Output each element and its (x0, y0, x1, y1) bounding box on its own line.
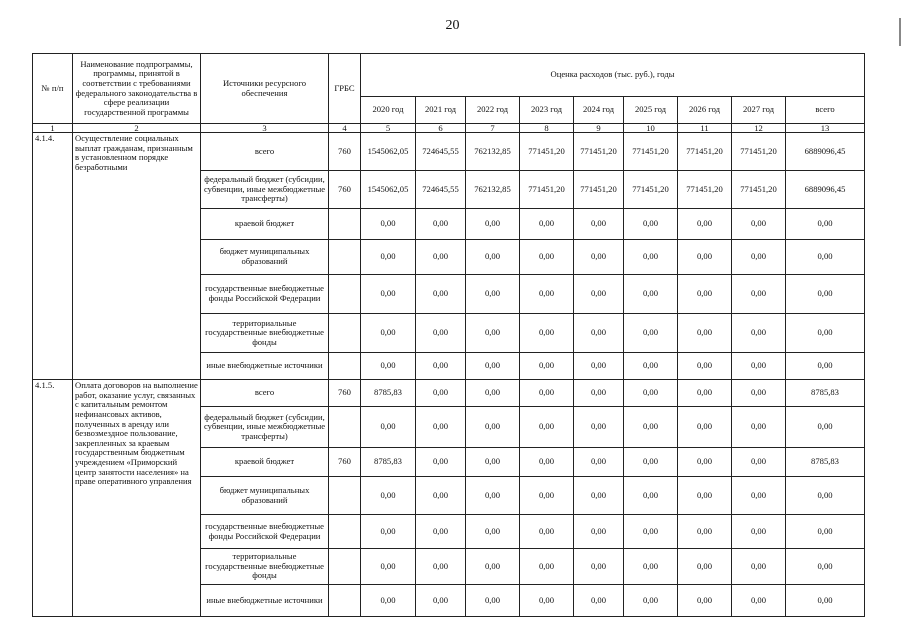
source-cell: бюджет муниципальных образований (201, 477, 329, 515)
value-cell: 0,00 (520, 314, 574, 353)
value-cell: 0,00 (520, 209, 574, 240)
section-name: Осуществление социальных выплат гражданам, признанным в установленном порядке безработными (73, 133, 201, 380)
value-cell: 0,00 (466, 549, 520, 585)
value-cell: 0,00 (624, 515, 678, 549)
header-num: № п/п (33, 54, 73, 124)
value-cell: 0,00 (678, 240, 732, 275)
value-cell: 0,00 (574, 448, 624, 477)
value-cell: 0,00 (574, 240, 624, 275)
value-cell: 0,00 (466, 477, 520, 515)
year-header: 2027 год (732, 97, 786, 124)
source-cell: территориальные государственные внебюджетные фонды (201, 314, 329, 353)
value-cell: 0,00 (732, 515, 786, 549)
year-header: 2021 год (416, 97, 466, 124)
value-cell: 0,00 (786, 549, 865, 585)
source-cell: бюджет муниципальных образований (201, 240, 329, 275)
value-cell: 8785,83 (786, 380, 865, 407)
value-cell: 0,00 (520, 240, 574, 275)
value-cell: 0,00 (678, 209, 732, 240)
value-cell: 0,00 (361, 353, 416, 380)
value-cell: 0,00 (624, 477, 678, 515)
value-cell: 0,00 (678, 585, 732, 617)
column-number: 3 (201, 124, 329, 133)
value-cell: 0,00 (732, 380, 786, 407)
value-cell: 0,00 (624, 448, 678, 477)
value-cell: 0,00 (416, 585, 466, 617)
value-cell: 0,00 (520, 585, 574, 617)
value-cell: 724645,55 (416, 133, 466, 171)
section-name: Оплата договоров на выполнение работ, оказание услуг, связанных с капитальным ремонтом нефинансовых активов, полученных в аренду или безвозмездное пользование, закрепленных за краевым государственным бюджетным учреждением «Приморский центр занятости населения» на праве оперативного управления (73, 380, 201, 617)
value-cell: 0,00 (520, 549, 574, 585)
value-cell: 0,00 (416, 353, 466, 380)
value-cell: 0,00 (732, 549, 786, 585)
value-cell: 771451,20 (574, 171, 624, 209)
value-cell: 0,00 (678, 549, 732, 585)
source-cell: краевой бюджет (201, 209, 329, 240)
value-cell: 0,00 (466, 240, 520, 275)
value-cell: 0,00 (786, 515, 865, 549)
value-cell: 771451,20 (520, 171, 574, 209)
header-estimate: Оценка расходов (тыс. руб.), годы (361, 54, 865, 97)
source-cell: государственные внебюджетные фонды Российской Федерации (201, 275, 329, 314)
value-cell: 8785,83 (361, 448, 416, 477)
grbs-cell: 760 (329, 171, 361, 209)
value-cell: 0,00 (786, 407, 865, 448)
grbs-cell: 760 (329, 448, 361, 477)
value-cell: 0,00 (678, 314, 732, 353)
value-cell: 0,00 (624, 240, 678, 275)
value-cell: 0,00 (678, 448, 732, 477)
grbs-cell (329, 275, 361, 314)
column-number: 9 (574, 124, 624, 133)
value-cell: 0,00 (624, 314, 678, 353)
value-cell: 0,00 (416, 240, 466, 275)
value-cell: 0,00 (416, 275, 466, 314)
value-cell: 6889096,45 (786, 171, 865, 209)
section-number: 4.1.5. (33, 380, 73, 617)
grbs-cell (329, 515, 361, 549)
value-cell: 0,00 (732, 209, 786, 240)
value-cell: 0,00 (520, 380, 574, 407)
value-cell: 0,00 (732, 314, 786, 353)
value-cell: 0,00 (624, 353, 678, 380)
grbs-cell: 760 (329, 380, 361, 407)
grbs-cell (329, 209, 361, 240)
value-cell: 0,00 (786, 240, 865, 275)
value-cell: 0,00 (624, 585, 678, 617)
value-cell: 1545062,05 (361, 171, 416, 209)
value-cell: 0,00 (678, 515, 732, 549)
section-number: 4.1.4. (33, 133, 73, 380)
column-number: 6 (416, 124, 466, 133)
value-cell: 0,00 (624, 380, 678, 407)
value-cell: 0,00 (466, 448, 520, 477)
column-number: 5 (361, 124, 416, 133)
source-cell: краевой бюджет (201, 448, 329, 477)
column-number: 13 (786, 124, 865, 133)
source-cell: федеральный бюджет (субсидии, субвенции, иные межбюджетные трансферты) (201, 171, 329, 209)
value-cell: 0,00 (416, 380, 466, 407)
value-cell: 762132,85 (466, 133, 520, 171)
value-cell: 0,00 (732, 585, 786, 617)
value-cell: 0,00 (574, 515, 624, 549)
value-cell: 0,00 (520, 448, 574, 477)
value-cell: 0,00 (416, 515, 466, 549)
value-cell: 0,00 (786, 477, 865, 515)
header-grbs: ГРБС (329, 54, 361, 124)
column-number: 8 (520, 124, 574, 133)
header-name: Наименование подпрограммы, программы, принятой в соответствии с требованиями федерального законодательства в сфере реализации государственной программы (73, 54, 201, 124)
value-cell: 0,00 (624, 407, 678, 448)
header-source: Источники ресурсного обеспечения (201, 54, 329, 124)
value-cell: 0,00 (786, 314, 865, 353)
value-cell: 0,00 (416, 477, 466, 515)
year-header: 2024 год (574, 97, 624, 124)
value-cell: 0,00 (520, 407, 574, 448)
value-cell: 0,00 (732, 477, 786, 515)
value-cell: 0,00 (361, 209, 416, 240)
year-header: 2022 год (466, 97, 520, 124)
column-number: 10 (624, 124, 678, 133)
value-cell: 771451,20 (732, 133, 786, 171)
grbs-cell (329, 585, 361, 617)
value-cell: 0,00 (786, 275, 865, 314)
value-cell: 0,00 (732, 407, 786, 448)
value-cell: 771451,20 (678, 171, 732, 209)
value-cell: 0,00 (361, 477, 416, 515)
value-cell: 0,00 (466, 585, 520, 617)
source-cell: государственные внебюджетные фонды Российской Федерации (201, 515, 329, 549)
value-cell: 0,00 (416, 549, 466, 585)
value-cell: 0,00 (520, 275, 574, 314)
value-cell: 0,00 (466, 515, 520, 549)
value-cell: 0,00 (466, 275, 520, 314)
value-cell: 0,00 (361, 314, 416, 353)
source-cell: иные внебюджетные источники (201, 585, 329, 617)
value-cell: 0,00 (466, 380, 520, 407)
year-header: 2025 год (624, 97, 678, 124)
value-cell: 0,00 (361, 240, 416, 275)
value-cell: 771451,20 (624, 133, 678, 171)
value-cell: 0,00 (574, 209, 624, 240)
value-cell: 0,00 (574, 549, 624, 585)
value-cell: 0,00 (732, 353, 786, 380)
value-cell: 771451,20 (678, 133, 732, 171)
scan-edge-mark (899, 18, 901, 46)
value-cell: 0,00 (732, 275, 786, 314)
value-cell: 0,00 (678, 275, 732, 314)
year-header: всего (786, 97, 865, 124)
value-cell: 0,00 (624, 275, 678, 314)
value-cell: 771451,20 (520, 133, 574, 171)
value-cell: 0,00 (520, 477, 574, 515)
value-cell: 0,00 (361, 549, 416, 585)
value-cell: 0,00 (574, 275, 624, 314)
column-number: 2 (73, 124, 201, 133)
value-cell: 0,00 (786, 353, 865, 380)
value-cell: 0,00 (678, 407, 732, 448)
column-numbers-row (33, 124, 865, 133)
value-cell: 0,00 (574, 585, 624, 617)
value-cell: 0,00 (520, 353, 574, 380)
value-cell: 724645,55 (416, 171, 466, 209)
header-row (33, 54, 865, 97)
value-cell: 6889096,45 (786, 133, 865, 171)
value-cell: 0,00 (624, 209, 678, 240)
column-number: 12 (732, 124, 786, 133)
value-cell: 0,00 (466, 353, 520, 380)
value-cell: 0,00 (520, 515, 574, 549)
column-number: 4 (329, 124, 361, 133)
grbs-cell (329, 477, 361, 515)
value-cell: 8785,83 (361, 380, 416, 407)
value-cell: 0,00 (732, 240, 786, 275)
column-number: 7 (466, 124, 520, 133)
value-cell: 0,00 (416, 209, 466, 240)
value-cell: 0,00 (574, 380, 624, 407)
value-cell: 0,00 (361, 275, 416, 314)
budget-table (32, 53, 865, 617)
source-cell: всего (201, 133, 329, 171)
column-number: 1 (33, 124, 73, 133)
source-cell: всего (201, 380, 329, 407)
value-cell: 0,00 (678, 477, 732, 515)
value-cell: 771451,20 (574, 133, 624, 171)
grbs-cell (329, 549, 361, 585)
value-cell: 0,00 (466, 209, 520, 240)
value-cell: 762132,85 (466, 171, 520, 209)
source-cell: федеральный бюджет (субсидии, субвенции, иные межбюджетные трансферты) (201, 407, 329, 448)
table-row (33, 380, 865, 407)
year-header: 2026 год (678, 97, 732, 124)
value-cell: 0,00 (678, 353, 732, 380)
value-cell: 0,00 (416, 407, 466, 448)
source-cell: территориальные государственные внебюджетные фонды (201, 549, 329, 585)
grbs-cell (329, 407, 361, 448)
value-cell: 771451,20 (624, 171, 678, 209)
value-cell: 0,00 (732, 448, 786, 477)
grbs-cell: 760 (329, 133, 361, 171)
value-cell: 0,00 (416, 448, 466, 477)
value-cell: 0,00 (786, 585, 865, 617)
value-cell: 0,00 (416, 314, 466, 353)
value-cell: 0,00 (466, 314, 520, 353)
column-number: 11 (678, 124, 732, 133)
grbs-cell (329, 353, 361, 380)
year-header: 2020 год (361, 97, 416, 124)
year-header: 2023 год (520, 97, 574, 124)
value-cell: 0,00 (574, 353, 624, 380)
value-cell: 0,00 (624, 549, 678, 585)
page-number: 20 (445, 18, 460, 33)
value-cell: 0,00 (361, 585, 416, 617)
value-cell: 8785,83 (786, 448, 865, 477)
table-row (33, 133, 865, 171)
value-cell: 0,00 (361, 407, 416, 448)
grbs-cell (329, 314, 361, 353)
value-cell: 771451,20 (732, 171, 786, 209)
grbs-cell (329, 240, 361, 275)
value-cell: 1545062,05 (361, 133, 416, 171)
value-cell: 0,00 (574, 407, 624, 448)
value-cell: 0,00 (574, 314, 624, 353)
value-cell: 0,00 (678, 380, 732, 407)
value-cell: 0,00 (361, 515, 416, 549)
value-cell: 0,00 (574, 477, 624, 515)
value-cell: 0,00 (786, 209, 865, 240)
source-cell: иные внебюджетные источники (201, 353, 329, 380)
value-cell: 0,00 (466, 407, 520, 448)
